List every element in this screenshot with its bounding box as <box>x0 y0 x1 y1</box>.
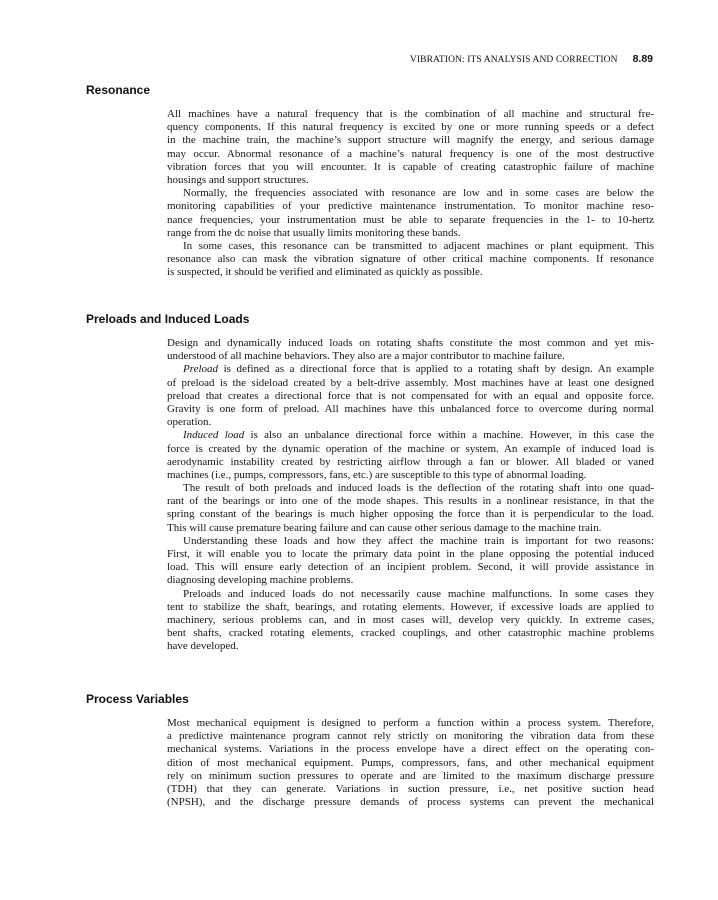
text-line: Normally, the frequencies associated with resonance are low and in some cases are below the <box>183 187 654 200</box>
section-body-process-variables <box>167 717 654 809</box>
text-line: tent to stabilize the shaft, bearings, and rotating elements. However, if excessive loads are applied to <box>167 600 654 613</box>
text-line: is suspected, it should be verified and eliminated as quickly as possible. <box>167 266 483 279</box>
text-line: First, it will enable you to locate the primary data point in the plane opposing the potential induced <box>167 548 654 560</box>
text-line: understood of all machine behaviors. They also are a major contributor to machine failure. <box>167 350 565 363</box>
text-line: The result of both preloads and induced loads is the deflection of the rotating shaft into one quad- <box>183 482 654 495</box>
text-line: spring constant of the bearings is much higher opposing the force than it is perpendicular to the load. <box>167 508 654 521</box>
text-line: bent shafts, cracked rotating elements, cracked couplings, and other catastrophic machine problems <box>167 627 654 640</box>
text-line: load. This will ensure early detection of an incipient problem. Second, it will provide assistance in <box>167 561 654 574</box>
section-body-preloads <box>167 337 654 654</box>
text-line: of preload is the sideload created by a belt-drive assembly. Most machines have at least one designed <box>167 376 654 389</box>
text-line: in the machine train, the machine’s support structure will magnify the energy, and serious damage <box>167 134 654 147</box>
text-line: machines (i.e., pumps, compressors, fans, etc.) are susceptible to this type of abnormal loading. <box>167 468 587 481</box>
text-line: dition of most mechanical equipment. Pumps, compressors, fans, and other mechanical equipment <box>167 756 654 769</box>
text-line: a predictive maintenance program cannot rely strictly on monitoring the vibration data from these <box>167 730 654 743</box>
text-line: machinery, serious problems can, and in most cases will, develop very quickly. In extreme cases, <box>167 613 654 626</box>
text-line: All machines have a natural frequency that is the combination of all machine and structural fre- <box>167 108 654 120</box>
section-heading-preloads: Preloads and Induced Loads <box>86 312 250 326</box>
text-line: nance frequencies, your instrumentation must be able to separate frequencies in the 1- to 10-hertz <box>167 213 654 226</box>
running-title: VIBRATION: ITS ANALYSIS AND CORRECTION <box>409 55 618 65</box>
text-line: resonance also can mask the vibration signature of other critical machine components. If resonance <box>167 253 654 266</box>
text-line: force is created by the dynamic operation of the machine or system. An example of induced load is <box>167 442 654 455</box>
text-line: (TDH) that they can generate. Variations in suction pressure, i.e., net positive suction head <box>167 782 654 795</box>
text-line: (NPSH), and the discharge pressure demands of process systems can prevent the mechanical <box>167 796 654 809</box>
term-induced-load: Induced load <box>183 429 245 442</box>
text-line: rant of the bearings or into one of the mode shapes. This results in a nonlinear resistance, in that the <box>167 495 654 508</box>
text-line: preload that creates a directional force that is not compensated for with an equal and opposite force. <box>167 389 654 402</box>
text-line: This will cause premature bearing failure and can cause other serious damage to the machine train. <box>167 521 602 534</box>
text-line: Gravity is one form of preload. All machines have this unbalanced force to overcome during normal <box>167 402 654 415</box>
text-line: operation. <box>167 416 212 429</box>
text-line <box>167 429 654 442</box>
text-line: have developed. <box>167 640 239 653</box>
text-line: aerodynamic instability created by restricting airflow through a fan or blower. All bladed or vaned <box>167 455 654 468</box>
text-line: mechanical systems. Variations in the process envelope have a direct effect on the operating con- <box>167 743 654 756</box>
text-line: Preloads and induced loads do not necessarily cause machine malfunctions. In some cases they <box>183 587 654 600</box>
text-fragment: is also an unbalance directional force within a machine. However, in this case the <box>244 429 655 442</box>
page-number: 8.89 <box>632 53 653 65</box>
text-line: vibration forces that you will encounter. It is capable of creating catastrophic failure of machine <box>167 160 654 173</box>
text-line: diagnosing developing machine problems. <box>167 574 354 587</box>
section-heading-resonance: Resonance <box>86 83 151 97</box>
text-line: quency components. If this natural frequency is excited by one or more running speeds or a defect <box>167 121 654 134</box>
text-line <box>167 363 654 376</box>
text-line: In some cases, this resonance can be transmitted to adjacent machines or plant equipment. This <box>183 239 654 252</box>
running-head <box>0 53 653 65</box>
text-line: Design and dynamically induced loads on rotating shafts constitute the most common and yet mis- <box>167 337 654 349</box>
text-line: rely on minimum suction pressures to operate and are limited to the maximum discharge pressure <box>167 769 654 782</box>
text-line: range from the dc noise that usually limits monitoring these bands. <box>167 226 461 239</box>
text-line: Most mechanical equipment is designed to perform a function within a process system. Therefore, <box>167 717 654 729</box>
text-line: Understanding these loads and how they affect the machine train is important for two reasons: <box>183 534 654 547</box>
term-preload: Preload <box>183 363 219 376</box>
section-heading-process-variables: Process Variables <box>86 692 189 706</box>
text-fragment: is defined as a directional force that is applied to a rotating shaft by design. An example <box>218 363 654 376</box>
text-line: may occur. Abnormal resonance of a machine’s natural frequency is one of the most destructive <box>167 147 654 160</box>
section-body-resonance <box>167 108 654 279</box>
text-line: housings and support structures. <box>167 173 309 186</box>
text-line: monitoring capabilities of your predictive maintenance instrumentation. To monitor machine reso- <box>167 200 654 213</box>
